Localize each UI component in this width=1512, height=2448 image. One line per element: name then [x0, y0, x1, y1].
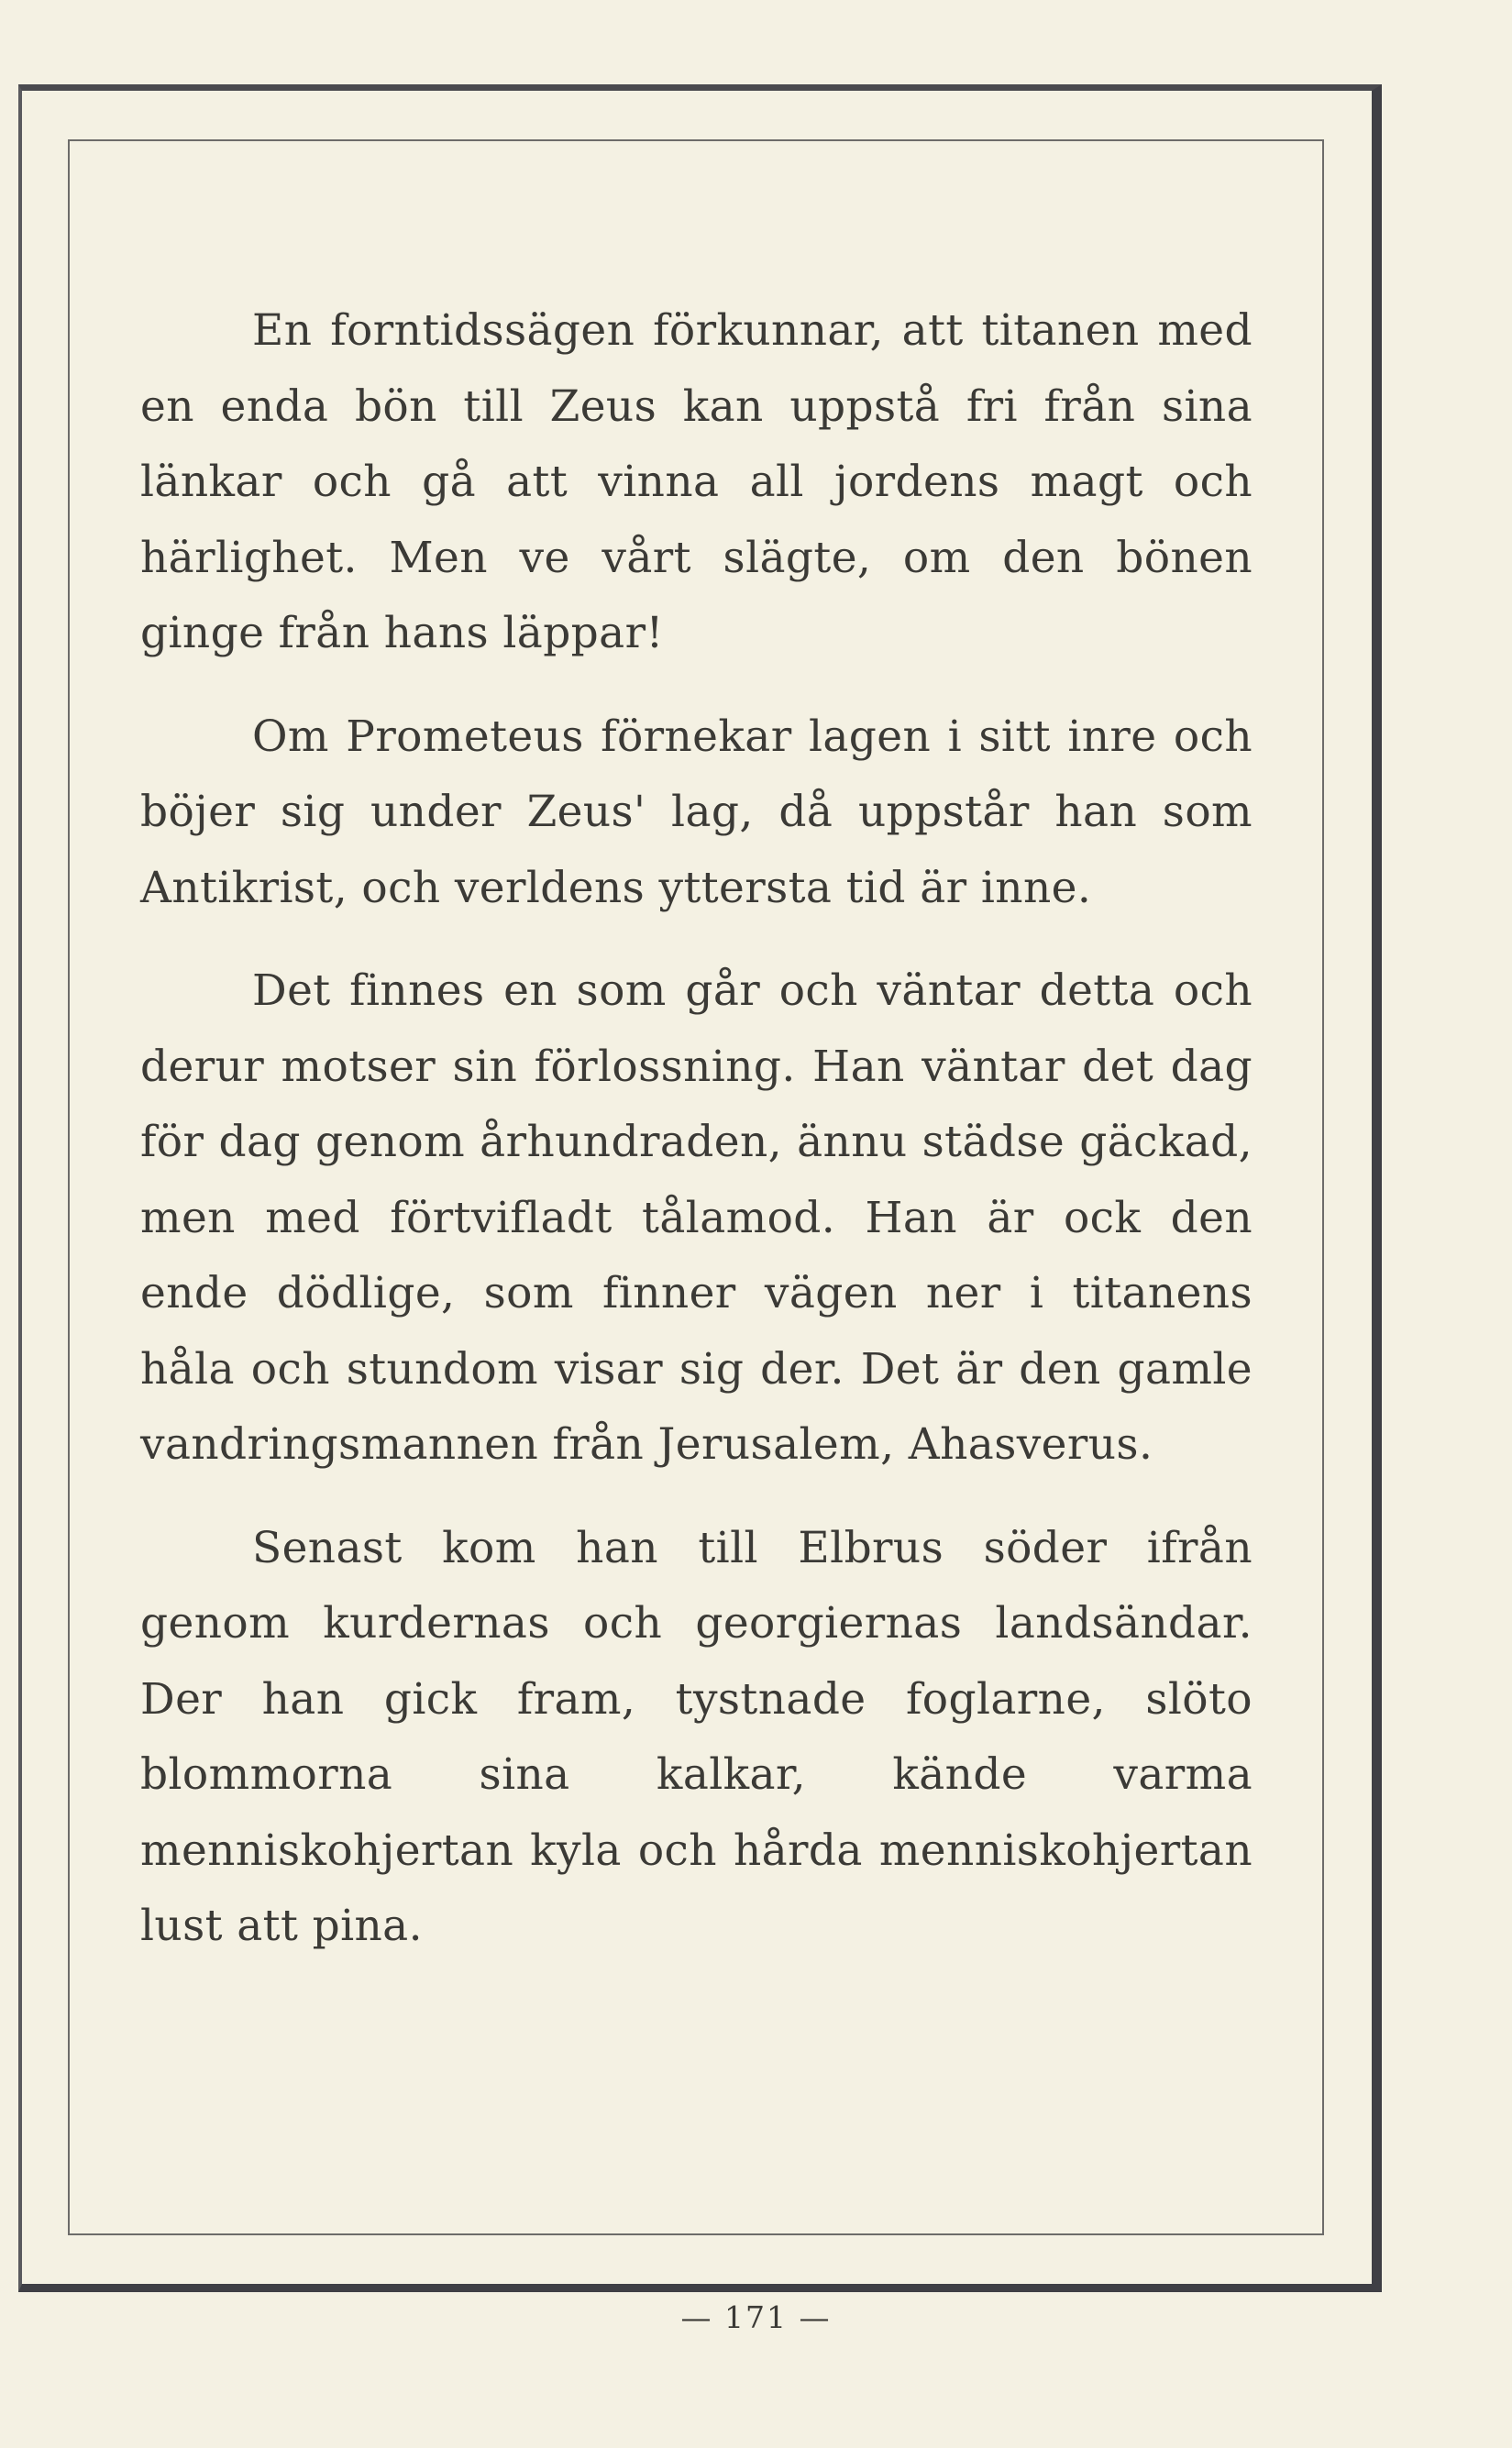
paragraph-2: Om Prometeus förnekar lagen i sitt inre och böjer sig under Zeus' lag, då uppstår han som Antikrist, och verldens yttersta tid är inne.: [140, 711, 1253, 913]
body-text: [140, 293, 1253, 1965]
paragraph-4: Senast kom han till Elbrus söder ifrån genom kurdernas och georgiernas landsändar. Der han gick fram, tystnade foglarne, slöto blommorna sina kalkar, kände varma menniskohjertan kyla och hårda menniskohjertan lust att pina.: [140, 1522, 1253, 1951]
page-number: — 171 —: [680, 2299, 832, 2335]
paragraph-3: Det finnes en som går och väntar detta och derur motser sin förlossning. Han väntar det dag för dag genom århundraden, ännu städse gäckad, men med förtvifladt tålamod. Han är ock den ende dödlige, som finner vägen ner i titanens håla och stundom visar sig der. Det är den gamle vandringsmannen från Jerusalem, Ahasverus.: [140, 965, 1253, 1470]
paragraph-1: En forntidssägen förkunnar, att titanen med en enda bön till Zeus kan uppstå fri från sina länkar och gå att vinna all jordens magt och härlighet. Men ve vårt slägte, om den bönen ginge från hans läppar!: [140, 305, 1253, 658]
